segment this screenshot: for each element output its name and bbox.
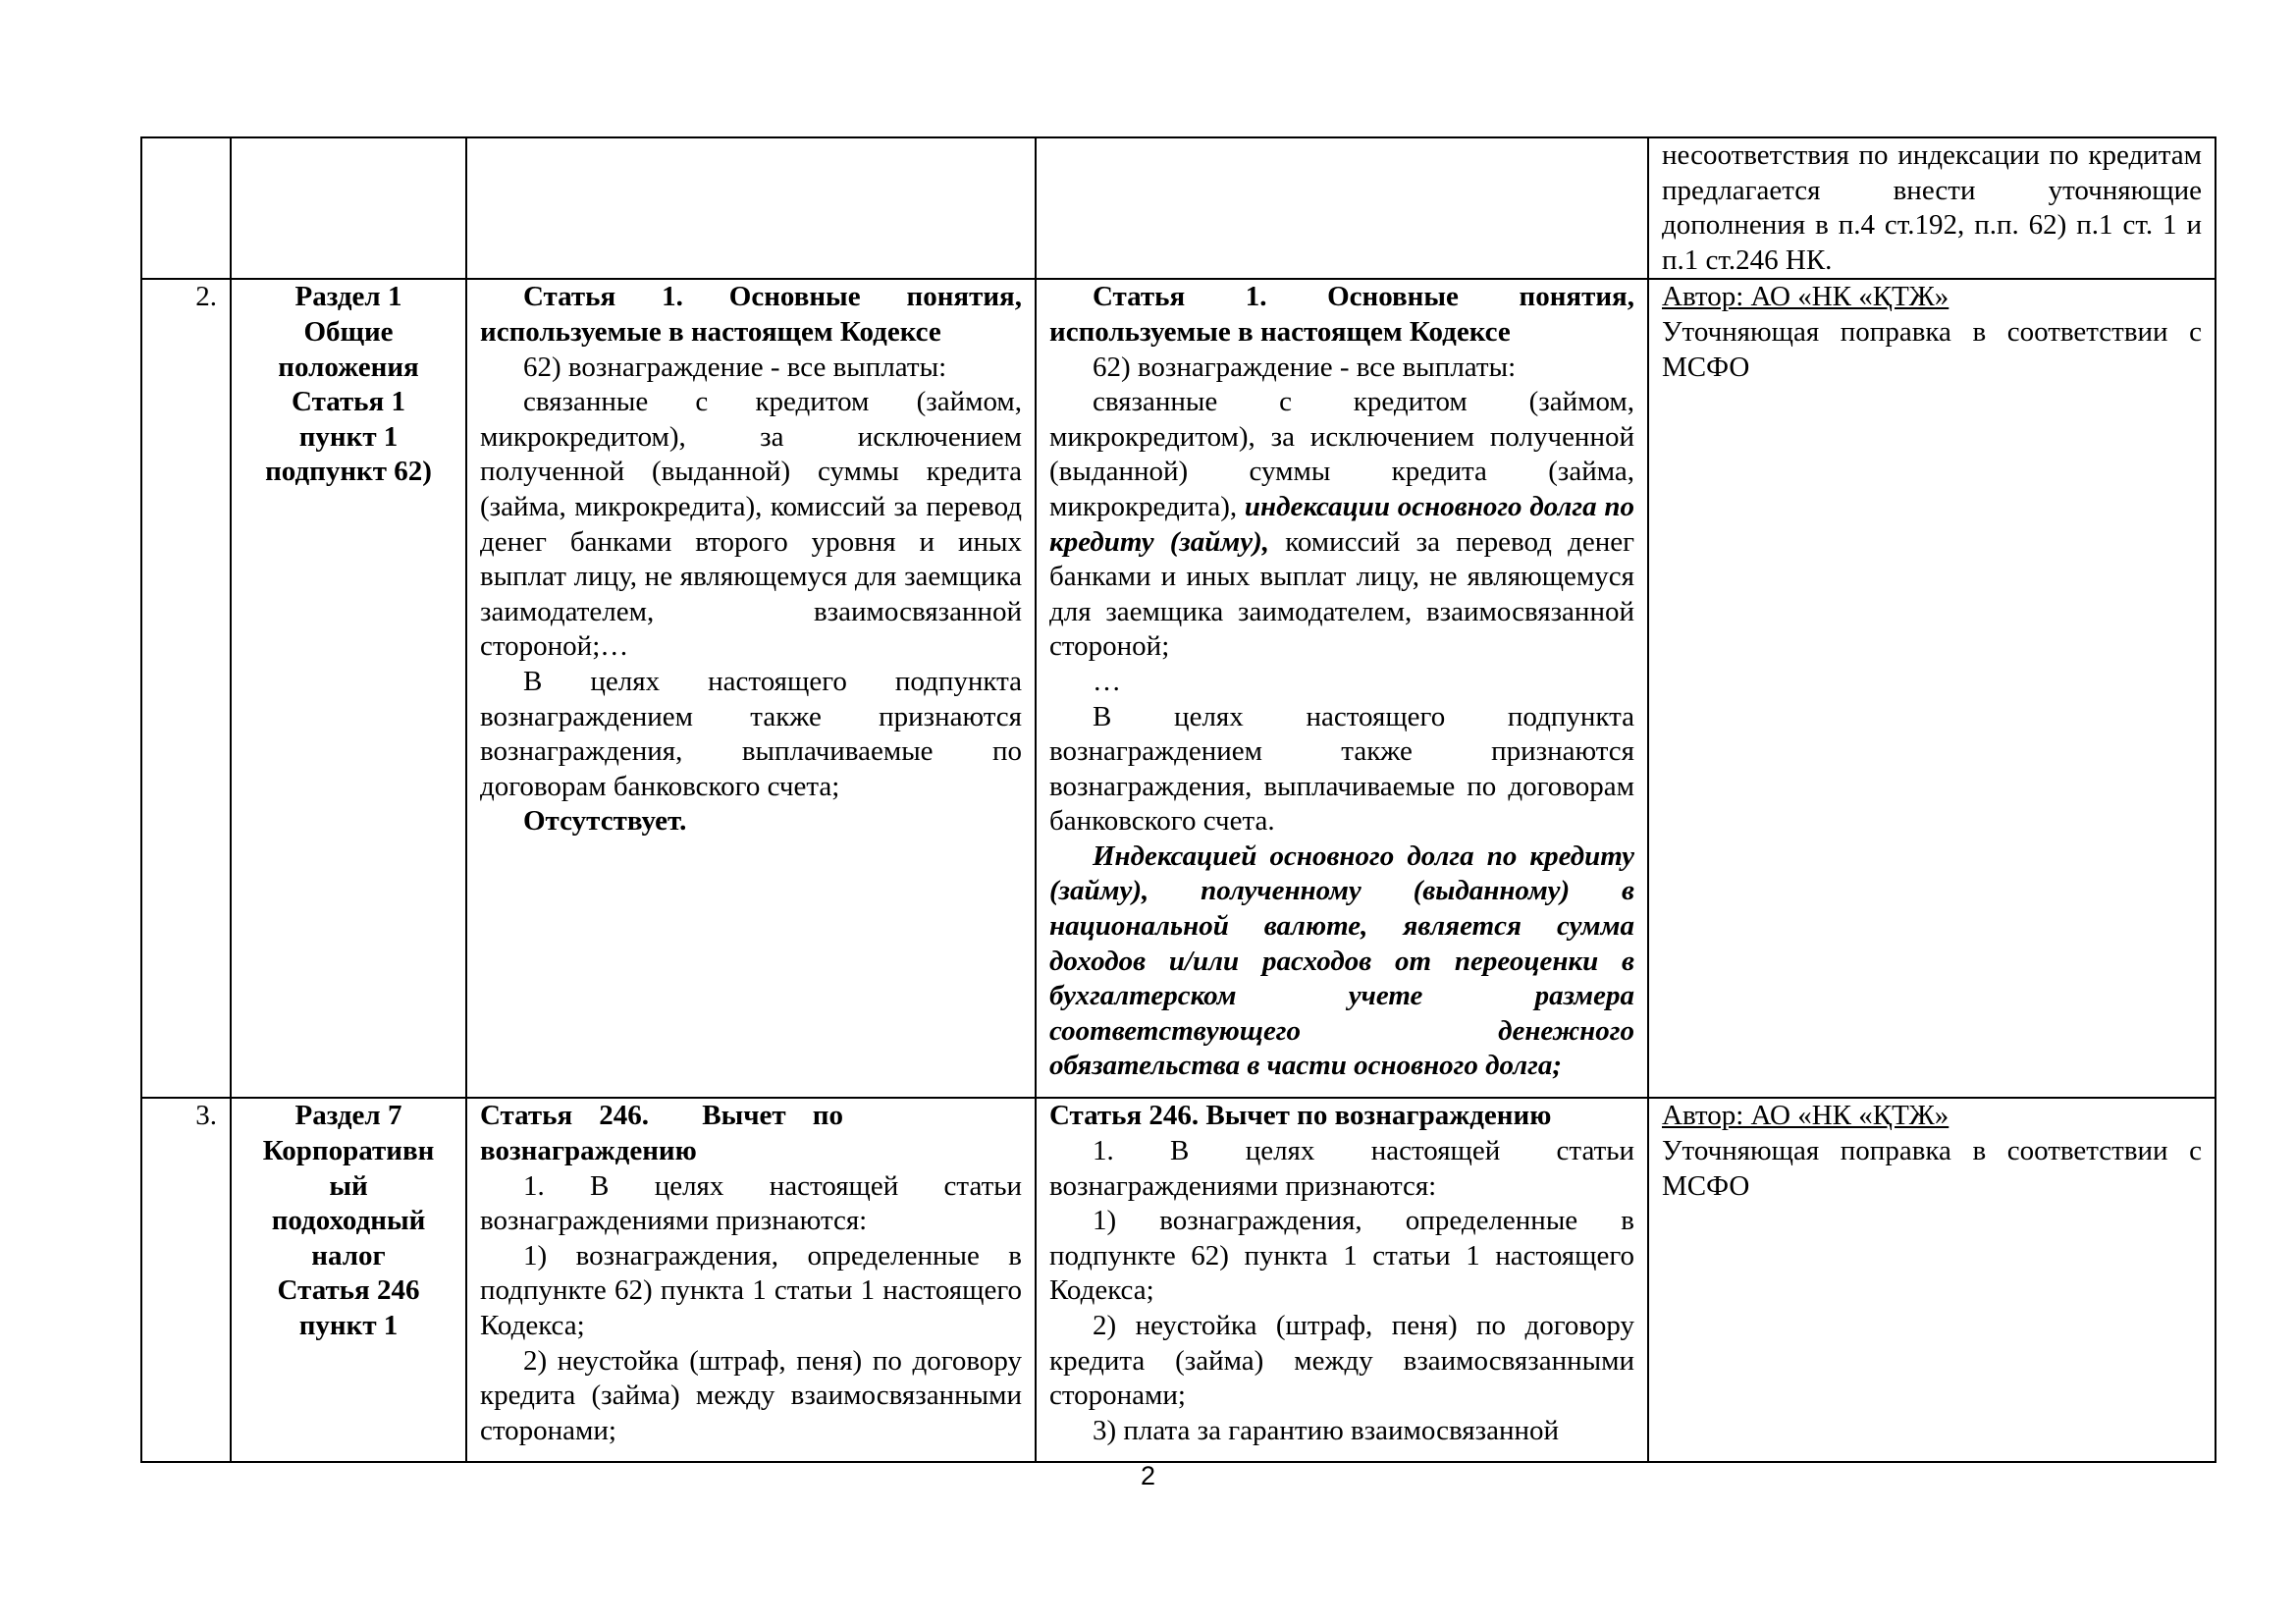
section-line: Статья 246 xyxy=(277,1274,420,1307)
paragraph-with-amendment xyxy=(1049,385,1634,665)
section-line: Раздел 7 xyxy=(294,1100,402,1132)
justification-cell xyxy=(1648,137,2216,279)
proposed-text-cell xyxy=(1036,279,1648,1098)
paragraph: связанные с кредитом (займом, микрокредитом), за исключением полученной (выданной) суммы кредита (займа, микрокредита), комиссий за перевод денег банками второго уровня и иных выплат лицу, не являющемуся для заемщика заимодателем, взаимосвязанной стороной;… xyxy=(480,386,1022,663)
section-line: Общие xyxy=(303,315,394,348)
justification-continued-text: несоответствия по индексации по кредитам предлагается внести уточняющие дополнения в п.4 ст.192, п.п. 62) п.1 ст. 1 и п.1 ст.246 НК. xyxy=(1662,139,2202,276)
amendment-text: индексации основного долга по кредиту (займу), xyxy=(1049,490,1635,558)
article-heading: Статья 1. Основные понятия, используемые в настоящем Кодексе xyxy=(1049,281,1634,348)
article-heading: Статья 246. Вычет по вознаграждению xyxy=(1049,1100,1552,1132)
section-cell xyxy=(231,137,466,279)
section-line: Раздел 1 xyxy=(294,281,402,313)
paragraph: 1) вознаграждения, определенные в подпункте 62) пункта 1 статьи 1 настоящего Кодекса; xyxy=(480,1239,1022,1341)
current-text-cell xyxy=(466,1098,1036,1462)
row-number-cell: 2. xyxy=(141,279,231,1098)
row-number-cell xyxy=(141,137,231,279)
justification-text: Уточняющая поправка в соответствии с МСФО xyxy=(1662,315,2202,383)
section-line: налог xyxy=(311,1239,386,1272)
paragraph: 62) вознаграждение - все выплаты: xyxy=(523,351,947,383)
section-line: подпункт 62) xyxy=(265,456,432,488)
amendments-table xyxy=(140,136,2216,1463)
section-line: пункт 1 xyxy=(298,1309,399,1341)
section-line: подоходный xyxy=(271,1205,426,1237)
current-text-cell xyxy=(466,279,1036,1098)
paragraph: 1. В целях настоящей статьи вознаграждениями признаются: xyxy=(480,1169,1022,1237)
amendment-paragraph: Индексацией основного долга по кредиту (займу), полученному (выданному) в национальной валюте, является сумма доходов и/или расходов от переоценки в бухгалтерском учете размера соответствующего денежного обязательства в части основного долга; xyxy=(1049,839,1634,1082)
ellipsis: … xyxy=(1093,665,1121,697)
paragraph: 62) вознаграждение - все выплаты: xyxy=(1093,351,1517,383)
author-label: Автор: АО «НК «ҚТЖ» xyxy=(1662,1100,1949,1132)
paragraph: 1) вознаграждения, определенные в подпункте 62) пункта 1 статьи 1 настоящего Кодекса; xyxy=(1049,1205,1634,1307)
justification-cell xyxy=(1648,279,2216,1098)
paragraph-text: связанные с кредитом (займом, микрокредитом), за исключением полученной (выданной) суммы кредита (займа, микрокредита), xyxy=(1049,386,1634,522)
section-cell xyxy=(231,1098,466,1462)
paragraph: 1. В целях настоящей статьи вознаграждениями признаются: xyxy=(1049,1134,1634,1202)
proposed-text-cell xyxy=(1036,1098,1648,1462)
absent-note: Отсутствует. xyxy=(523,805,687,838)
justification-cell xyxy=(1648,1098,2216,1462)
section-line: ый xyxy=(329,1169,368,1202)
article-heading: Статья 246. Вычет по вознаграждению xyxy=(480,1100,851,1166)
proposed-text-cell xyxy=(1036,137,1648,279)
article-heading: Статья 1. Основные понятия, используемые в настоящем Кодексе xyxy=(480,281,1022,348)
section-line: Статья 1 xyxy=(292,386,405,418)
author-label: Автор: АО «НК «ҚТЖ» xyxy=(1662,281,1949,313)
section-line: положения xyxy=(278,351,419,383)
section-line: пункт 1 xyxy=(298,420,399,453)
paragraph: 2) неустойка (штраф, пеня) по договору кредита (займа) между взаимосвязанными сторонами; xyxy=(480,1344,1022,1446)
table-row xyxy=(141,279,2216,1098)
page-number: 2 xyxy=(1140,1461,1156,1490)
paragraph-text: комиссий за перевод денег банками и иных выплат лицу, не являющемуся для заемщика заимодателем, взаимосвязанной стороной; xyxy=(1049,525,1634,663)
paragraph: В целях настоящего подпункта вознаграждением также признаются вознаграждения, выплачиваемые по договорам банковского счета. xyxy=(1049,700,1634,838)
paragraph: 3) плата за гарантию взаимосвязанной xyxy=(1093,1414,1560,1446)
table-row xyxy=(141,137,2216,279)
table-row xyxy=(141,1098,2216,1462)
justification-text: Уточняющая поправка в соответствии с МСФО xyxy=(1662,1134,2202,1202)
row-number-cell: 3. xyxy=(141,1098,231,1462)
current-text-cell xyxy=(466,137,1036,279)
section-cell xyxy=(231,279,466,1098)
paragraph: В целях настоящего подпункта вознаграждением также признаются вознаграждения, выплачиваемые по договорам банковского счета; xyxy=(480,665,1022,802)
paragraph: 2) неустойка (штраф, пеня) по договору кредита (займа) между взаимосвязанными сторонами; xyxy=(1049,1309,1634,1412)
section-line: Корпоративн xyxy=(262,1134,435,1166)
